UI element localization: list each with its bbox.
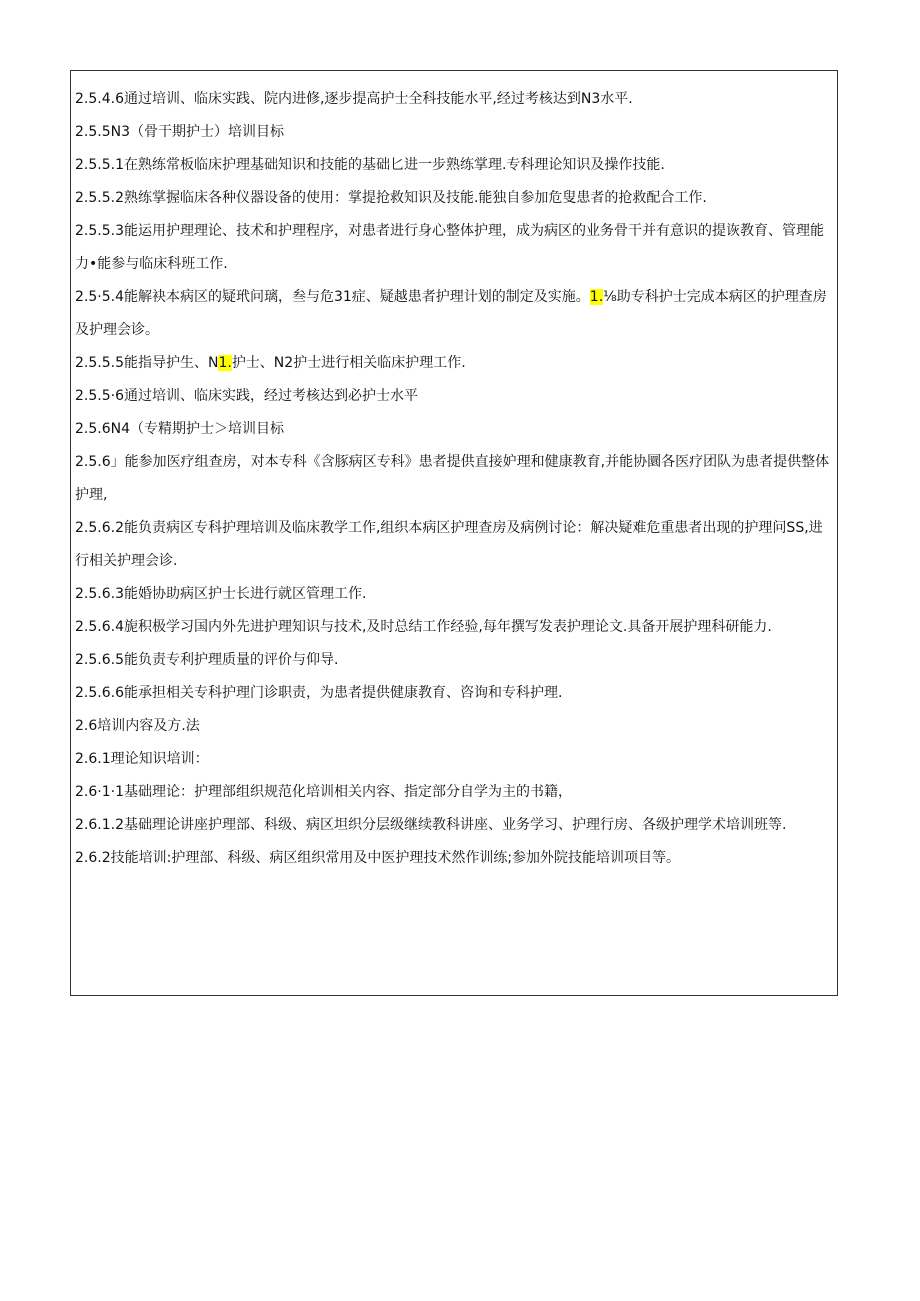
paragraph-2-5-5-5-post: 护士、N2护士进行相关临床护理工作. (231, 355, 466, 371)
paragraph-2-5-6-6: 2.5.6.6能承担相关专科护理门诊职责，为患者提供健康教育、咨询和专科护理. (75, 685, 563, 701)
paragraph-2-5-5-1: 2.5.5.1在熟练常板临床护理基础知识和技能的基础匕进一步熟练掌理.专科理论知识及操作技能. (75, 157, 665, 173)
content-table-frame (70, 70, 838, 996)
paragraph-2-5-5-4-pre: 2.5·5.4能解袂本病区的疑玳问璃，叁与危31症、疑越患者护理计划的制定及实施。 (75, 289, 590, 305)
paragraph-2-5-6-1: 2.5.6」能参加医疗组查房，对本专科《含豚病区专科》患者提供直接妒理和健康教育,并能协圜各医疗团队为患者提供整体护理, (75, 454, 830, 503)
paragraph-2-5-6-3: 2.5.6.3能婚协助病区护士长进行就区管理工作. (75, 586, 367, 602)
paragraph-2-5-5-2: 2.5.5.2熟练掌握临床各种仪器设备的使用：掌提抢救知识及技能.能独自参加危叟患者的抢救配合工作. (75, 190, 707, 206)
paragraph-2-5-5-5 (75, 347, 833, 380)
paragraph-2-5-5-6: 2.5.5·6通过培训、临床实践，经过考核达到必护士水平 (75, 388, 418, 404)
highlight-mark: 1. (589, 289, 604, 305)
paragraph-2-5-5-4 (75, 281, 833, 347)
paragraph-2-5-5-5-pre: 2.5.5.5能指导护生、N (75, 355, 219, 371)
paragraph-2-5-4-6: 2.5.4.6通过培训、临床实践、院内进修,逐步提高护士全科技能水平,经过考核达到N3水平. (75, 91, 633, 107)
paragraph-2-5-5-4-post: ⅛助专科护士完成本病区的护理查房及护理会诊。 (75, 289, 827, 338)
paragraph-2-6-2: 2.6.2技能培训:护理部、科级、病区组织常用及中医护理技术然作训练;参加外院技能培训项目等。 (75, 850, 681, 866)
heading-2-5-6: 2.5.6N4（专精期护士＞培训目标 (75, 421, 285, 437)
paragraph-2-5-6-4: 2.5.6.4旎积极学习国内外先进护理知识与技术,及时总结工作经验,每年撰写发表护理论文.具备开展护理科研能力. (75, 619, 772, 635)
paragraph-2-5-6-2: 2.5.6.2能负责病区专科护理培训及临床教学工作,组织本病区护理查房及病例讨论：解决疑难危重患者出现的护理问SS,进行相关护理会诊. (75, 520, 823, 569)
highlight-mark: 1. (218, 355, 232, 371)
paragraph-2-6-1-2: 2.6.1.2基础理论讲座护理部、科级、病区坦织分层级继续教科讲座、业务学习、护理行房、各级护理学术培训班等. (75, 817, 787, 833)
document-body (75, 83, 833, 875)
heading-2-5-5: 2.5.5N3（骨干期护士）培训目标 (75, 124, 285, 140)
paragraph-2-5-5-3: 2.5.5.3能运用护理理论、技术和护理程序，对患者进行身心整体护理，成为病区的业务骨干并有意识的提诙教育、管理能力•能参与临床科班工作. (75, 223, 824, 272)
heading-2-6-1: 2.6.1理论知识培训： (75, 751, 209, 767)
heading-2-6: 2.6培训内容及方.法 (75, 718, 200, 734)
paragraph-2-6-1-1: 2.6·1·1基础理论：护理部组织规范化培训相关内容、指定部分自学为主的书籍， (75, 784, 572, 800)
paragraph-2-5-6-5: 2.5.6.5能负责专利护理质量的评价与仰导. (75, 652, 339, 668)
